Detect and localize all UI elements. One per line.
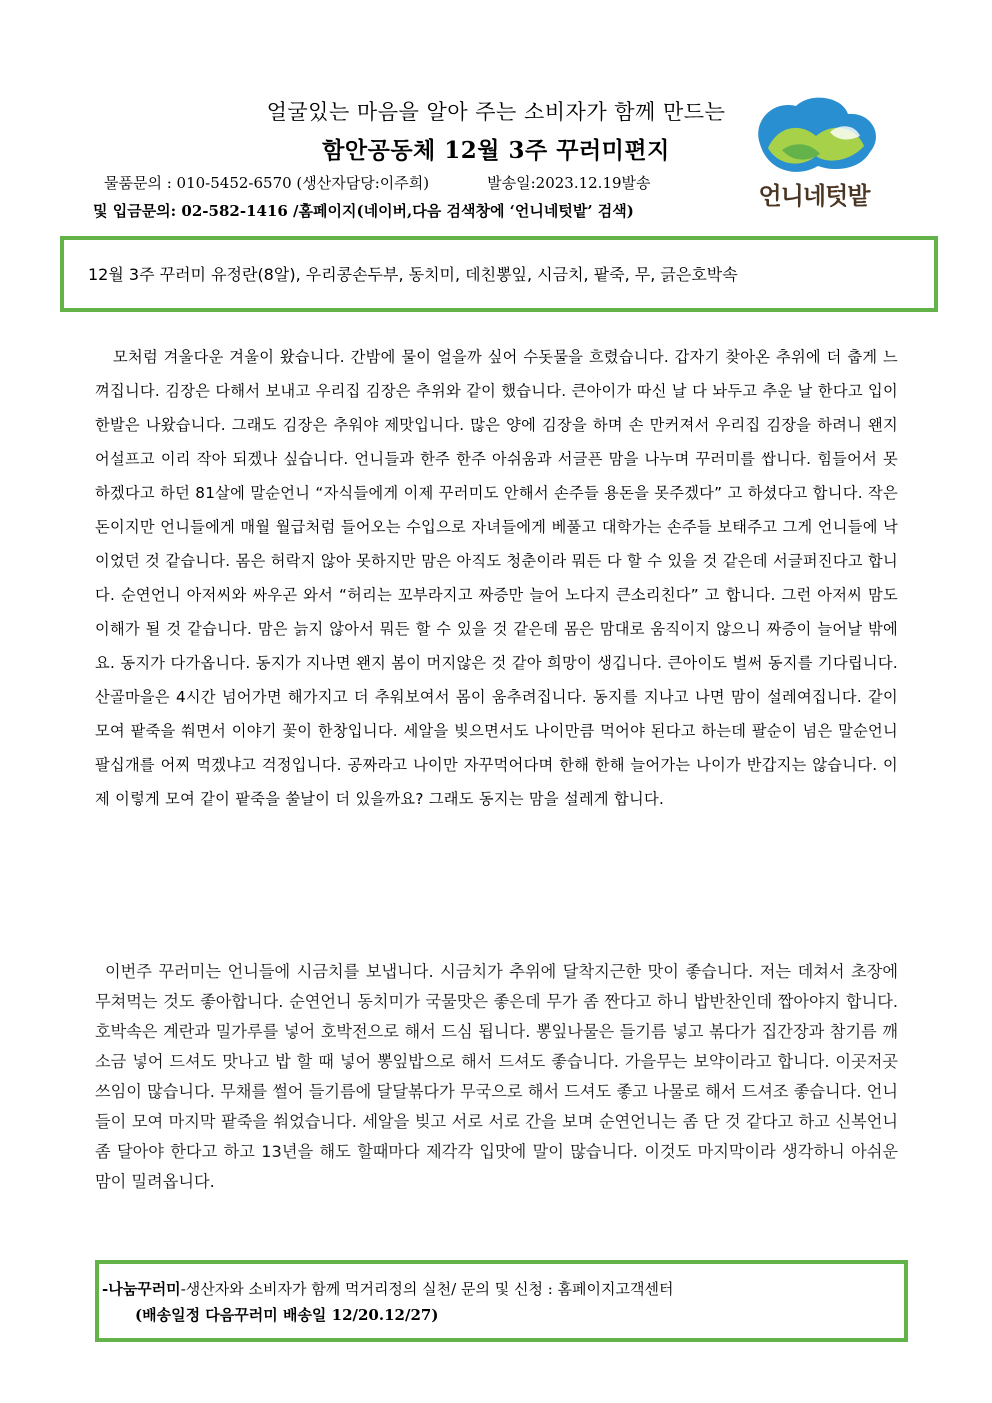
logo-wordmark: 언니네텃밭 — [758, 182, 870, 210]
share-label: -나눔꾸러미 — [102, 1280, 181, 1298]
letter-title: 함안공동체 12월 3주 꾸러미편지 — [322, 137, 670, 164]
letter-paragraph-2: 이번주 꾸러미는 언니들에 시금치를 보냅니다. 시금치가 추위에 달착지근한 맛이 좋습니다. 저는 데쳐서 초장에 무쳐먹는 것도 좋아합니다. 순연언니 동치미가 국물맛은 좋은데 무가 좀 짠다고 하니 밥반찬인데 짭아야지 합니다. 호박속은 계란과 밀가루를 넣어 호박전으로 해서 드심 됩니다. 뽕잎나물은 들기름 넣고 볶다가 집간장과 참기름 깨소금 넣어 드셔도 맛나고 밥 할 때 넣어 뽕잎밥으로 해서 드셔도 좋습니다. 가을무는 보약이라고 합니다. 이곳저곳 쓰임이 많습니다. 무채를 썰어 들기름에 달달볶다가 무국으로 해서 드셔도 좋고 나물로 해서 드셔조 좋습니다. 언니들이 모여 마지막 팥죽을 쒀었습니다. 세알을 빚고 서로 서로 간을 보며 순연언니는 좀 단 것 같다고 하고 신복언니 좀 달아야 한다고 하고 13년을 해도 할때마다 제각각 입맛에 말이 많습니다. 이것도 마지막이라 생각하니 아쉬운 맘이 밀려옵니다. — [95, 962, 898, 1191]
inquiry-phone: 물품문의 : 010-5452-6570 (생산자담당:이주희) — [104, 174, 430, 192]
delivery-schedule: (배송일정 다음꾸러미 배송일 12/20.12/27) — [135, 1306, 439, 1324]
items-list: 12월 3주 꾸러미 유정란(8알), 우리콩손두부, 동치미, 데친뽕잎, 시금치, 팥죽, 무, 긁은호박속 — [88, 265, 738, 284]
share-box — [95, 1260, 908, 1342]
letter-body-2 — [95, 957, 898, 1197]
letter-body-1 — [95, 340, 898, 816]
contact-line-2: 및 입금문의: 02-582-1416 /홈페이지(네이버,다음 검색창에 ‘언니네텃밭’ 검색) — [93, 202, 634, 220]
share-info — [102, 1278, 673, 1299]
contact-line-1 — [104, 172, 651, 193]
share-text: -생산자와 소비자가 함께 먹거리정의 실천/ 문의 및 신청 : 홈페이지고객센터 — [180, 1280, 674, 1298]
letter-paragraph-1: 모처럼 겨울다운 겨울이 왔습니다. 간밤에 물이 얼을까 싶어 수돗물을 흐렸습니다. 갑자기 찾아온 추위에 더 춥게 느껴집니다. 김장은 다해서 보내고 우리집 김장은 추위와 같이 했습니다. 큰아이가 따신 날 다 놔두고 추운 날 한다고 입이 한발은 나왔습니다. 그래도 김장은 추워야 제맛입니다. 많은 양에 김장을 하며 손 만커져서 우리집 김장을 하려니 왠지 어설프고 이리 작아 되겠나 싶습니다. 언니들과 한주 한주 아쉬움과 서글픈 맘을 나누며 꾸러미를 쌉니다. 힘들어서 못하겠다고 하던 81살에 말순언니 “자식들에게 이제 꾸러미도 안해서 손주들 용돈을 못주겠다” 고 하셨다고 합니다. 작은 돈이지만 언니들에게 매월 월급처럼 들어오는 수입으로 자녀들에게 베풀고 대학가는 손주들 보태주고 그게 언니들에 낙이었던 것 같습니다. 몸은 허락지 않아 못하지만 맘은 아직도 청춘이라 뭐든 다 할 수 있을 것 같은데 서글퍼진다고 합니다. 순연언니 아저씨와 싸우곤 와서 “허리는 꼬부라지고 짜증만 늘어 노다지 큰소리친다” 고 합니다. 그런 아저씨 맘도 이해가 될 것 같습니다. 맘은 늙지 않아서 뭐든 할 수 있을 것 같은데 몸은 맘대로 움직이지 않으니 짜증이 늘어날 밖에요. 동지가 다가옵니다. 동지가 지나면 왠지 봄이 머지않은 것 같아 희망이 생깁니다. 큰아이도 벌써 동지를 기다립니다. 산골마을은 4시간 넘어가면 해가지고 더 추워보여서 몸이 움추려집니다. 동지를 지나고 나면 맘이 설레여집니다. 같이 모여 팥죽을 쒀면서 이야기 꽃이 한창입니다. 세알을 빚으면서도 나이만큼 먹어야 된다고 하는데 팔순이 넘은 말순언니 팔십개를 어찌 먹겠냐고 걱정입니다. 공짜라고 나이만 자꾸먹어다며 한해 한해 늘어가는 나이가 반갑지는 않습니다. 이제 이렇게 모여 같이 팥죽을 쑬날이 더 있을까요? 그래도 동지는 맘을 설레게 합니다. — [95, 348, 898, 808]
letter-subtitle: 얼굴있는 마음을 알아 주는 소비자가 함께 만드는 — [266, 100, 726, 124]
sent-date: 발송일:2023.12.19발송 — [487, 174, 651, 192]
